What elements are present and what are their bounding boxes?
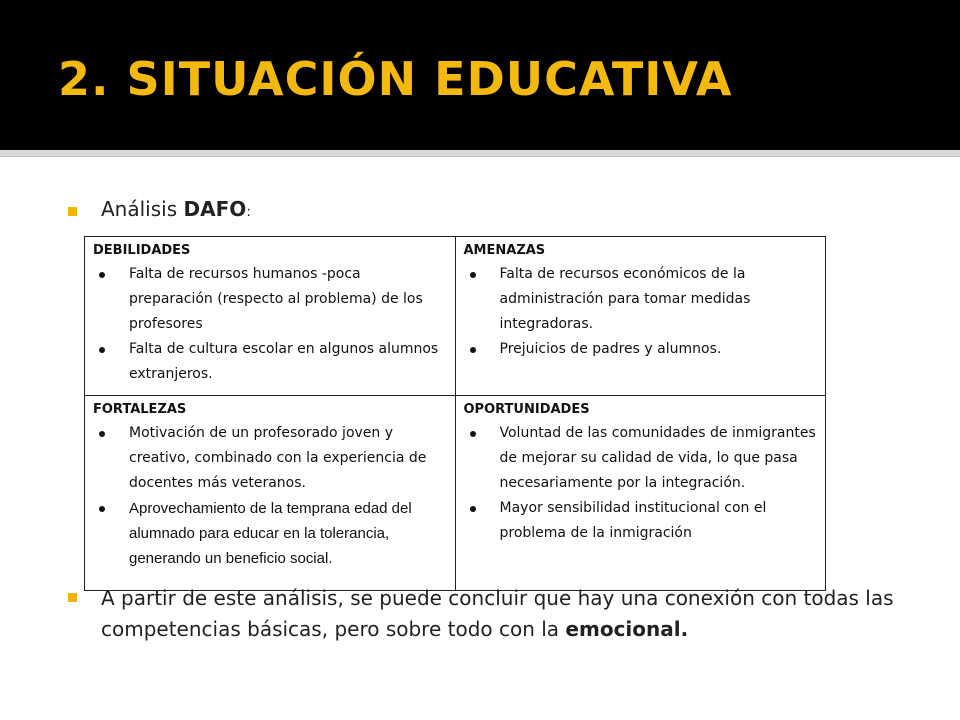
oportunidades-heading: OPORTUNIDADES bbox=[463, 402, 590, 417]
title-divider bbox=[0, 150, 960, 157]
cell-oportunidades bbox=[455, 396, 826, 591]
list-item bbox=[464, 262, 818, 337]
bullet-dot-icon bbox=[470, 272, 476, 278]
cell-amenazas bbox=[455, 237, 826, 396]
intro-suffix: : bbox=[246, 204, 251, 220]
item-text: Motivación de un profesorado joven y creativo, combinado con la experiencia de docentes más veteranos. bbox=[129, 425, 427, 491]
debilidades-heading: DEBILIDADES bbox=[93, 243, 191, 258]
conclusion-text bbox=[101, 583, 901, 645]
conclusion-body: A partir de este análisis, se puede concluir que hay una conexión con todas las competencias básicas, pero sobre todo con la bbox=[101, 586, 894, 641]
item-text: Prejuicios de padres y alumnos. bbox=[499, 341, 722, 357]
title-bar bbox=[0, 0, 960, 150]
item-text: Aprovechamiento de la temprana edad del alumnado para educar en la tolerancia, generando un beneficio social. bbox=[129, 500, 412, 567]
list-item bbox=[93, 262, 447, 337]
bullet-dot-icon bbox=[99, 506, 105, 512]
list-item bbox=[93, 337, 447, 387]
cell-fortalezas bbox=[85, 396, 456, 591]
bullet-dot-icon bbox=[99, 431, 105, 437]
list-item bbox=[464, 337, 818, 362]
cell-debilidades bbox=[85, 237, 456, 396]
dafo-table bbox=[84, 236, 826, 591]
bullet-dot-icon bbox=[99, 347, 105, 353]
fortalezas-heading: FORTALEZAS bbox=[93, 402, 187, 417]
bullet-dot-icon bbox=[470, 506, 476, 512]
conclusion-strong: emocional. bbox=[565, 617, 689, 641]
square-bullet-icon bbox=[68, 593, 77, 602]
slide-title: 2. SITUACIÓN EDUCATIVA bbox=[58, 52, 733, 106]
item-text: Falta de cultura escolar en algunos alumnos extranjeros. bbox=[129, 341, 439, 382]
bullet-dot-icon bbox=[99, 272, 105, 278]
square-bullet-icon bbox=[68, 207, 77, 216]
item-text: Falta de recursos humanos -poca preparación (respecto al problema) de los profesores bbox=[129, 266, 423, 332]
amenazas-heading: AMENAZAS bbox=[463, 243, 546, 258]
list-item bbox=[464, 496, 818, 546]
list-item bbox=[93, 496, 447, 571]
item-text: Voluntad de las comunidades de inmigrantes de mejorar su calidad de vida, lo que pasa necesariamente por la integración. bbox=[499, 425, 816, 491]
intro-prefix: Análisis bbox=[101, 197, 184, 221]
bullet-dot-icon bbox=[470, 347, 476, 353]
bullet-dot-icon bbox=[470, 431, 476, 437]
dafo-intro bbox=[101, 197, 251, 221]
list-item bbox=[93, 421, 447, 496]
intro-strong: DAFO bbox=[183, 197, 247, 221]
item-text: Falta de recursos económicos de la administración para tomar medidas integradoras. bbox=[499, 266, 751, 332]
item-text: Mayor sensibilidad institucional con el problema de la inmigración bbox=[499, 500, 767, 541]
list-item bbox=[464, 421, 818, 496]
